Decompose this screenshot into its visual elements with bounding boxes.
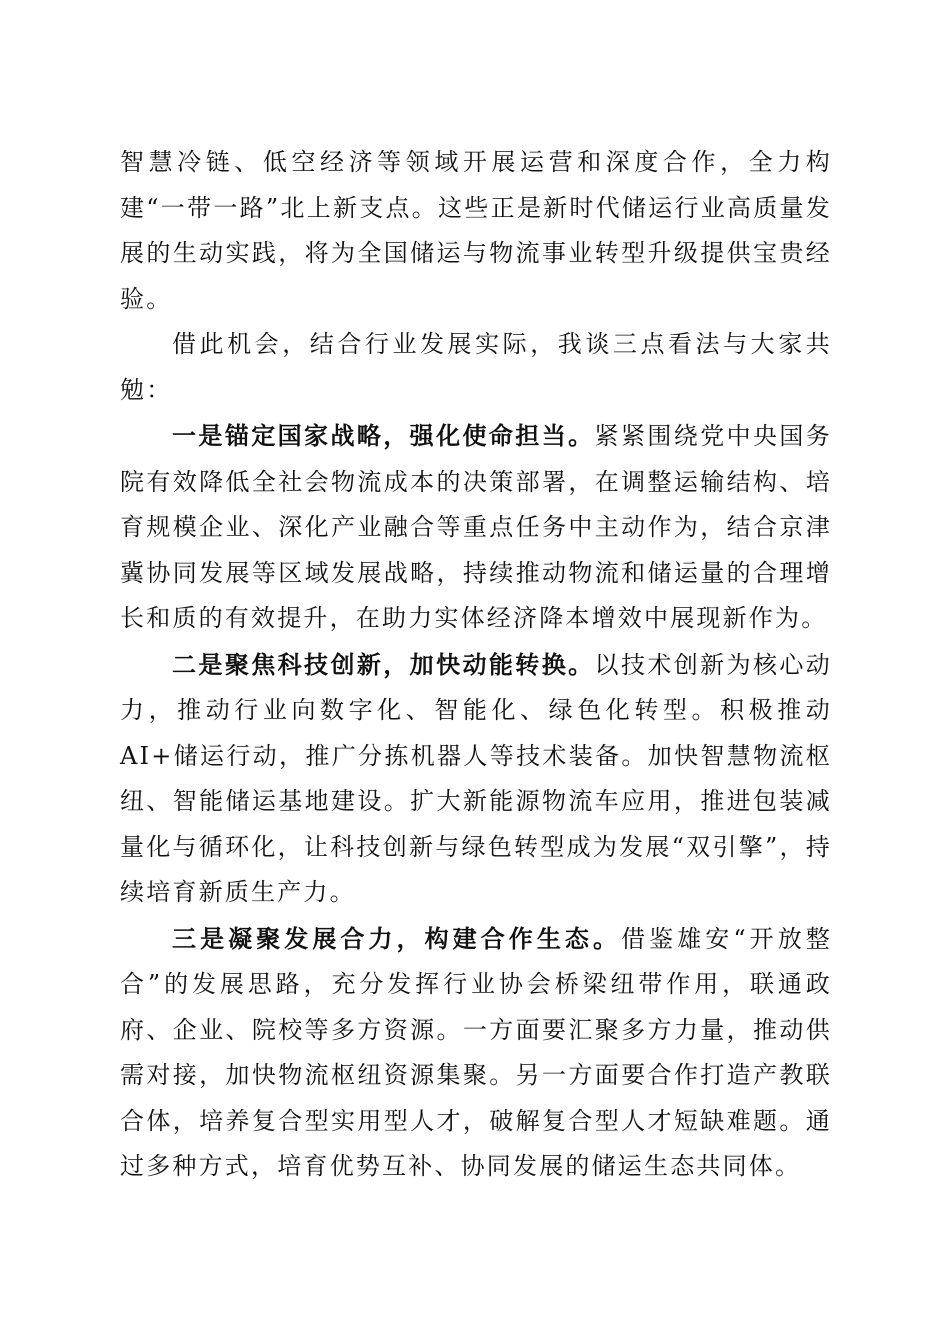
- paragraph-point-three: [120, 916, 832, 1190]
- document-body: [120, 140, 832, 1190]
- paragraph-point-two: [120, 642, 832, 916]
- paragraph-lead: 一是锚定国家战略，强化使命担当。: [172, 421, 595, 450]
- paragraph-lead: 二是聚焦科技创新，加快动能转换。: [172, 649, 595, 679]
- paragraph-point-one: [120, 413, 832, 642]
- paragraph-text: 以技术创新为核心动力，推动行业向数字化、智能化、绿色化转型。积极推动AI+储运行动，推广分拣机器人等技术装备。加快智慧物流枢纽、智能储运基地建设。扩大新能源物流车应用，推进包装减量化与循环化，让科技创新与绿色转型成为发展“双引擎”，持续培育新质生产力。: [120, 650, 832, 906]
- paragraph-lead: 三是凝聚发展合力，构建合作生态。: [172, 923, 622, 953]
- paragraph-intro: [120, 322, 832, 413]
- paragraph-text: 借鉴雄安“开放整合”的发展思路，充分发挥行业协会桥梁纽带作用，联通政府、企业、院校等多方资源。一方面要汇聚多方力量，推动供需对接，加快物流枢纽资源集聚。另一方面要合作打造产教联合体，培养复合型实用型人才，破解复合型人才短缺难题。通过多种方式，培育优势互补、协同发展的储运生态共同体。: [120, 924, 832, 1180]
- paragraph-text: 借此机会，结合行业发展实际，我谈三点看法与大家共勉：: [120, 330, 832, 404]
- paragraph-continuation: [120, 140, 832, 322]
- paragraph-text: 智慧冷链、低空经济等领域开展运营和深度合作，全力构建“一带一路”北上新支点。这些正是新时代储运行业高质量发展的生动实践，将为全国储运与物流事业转型升级提供宝贵经验。: [120, 148, 832, 313]
- paragraph-text: 紧紧围绕党中央国务院有效降低全社会物流成本的决策部署，在调整运输结构、培育规模企业、深化产业融合等重点任务中主动作为，结合京津冀协同发展等区域发展战略，持续推动物流和储运量的合理增长和质的有效提升，在助力实体经济降本增效中展现新作为。: [120, 422, 832, 632]
